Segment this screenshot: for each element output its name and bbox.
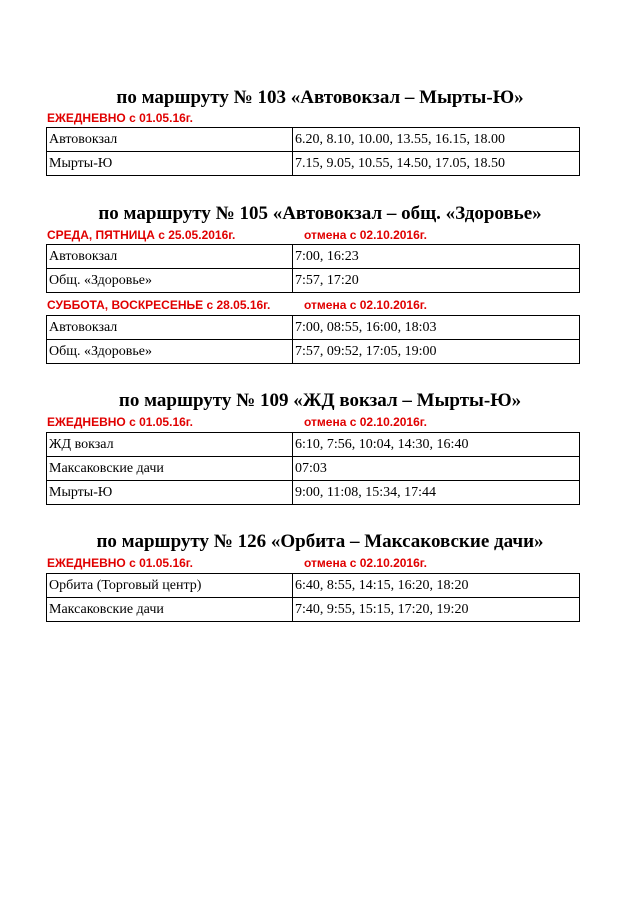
route-126-schedule-note [47,556,427,570]
stop-name: Максаковские дачи [47,457,293,481]
table-row [47,128,580,152]
table-row [47,598,580,622]
route-109-timetable [46,432,580,505]
table-row [47,152,580,176]
stop-name: Максаковские дачи [47,598,293,622]
cancellation-note: отмена с 02.10.2016г. [304,556,427,570]
route-105-weekend-timetable [46,315,580,364]
route-103-schedule-note: ЕЖЕДНЕВНО с 01.05.16г. [47,111,193,125]
stop-name: Мырты-Ю [47,152,293,176]
route-105-weekend-note [47,298,427,312]
cancellation-note: отмена с 02.10.2016г. [304,298,427,312]
cancellation-note: отмена с 02.10.2016г. [304,228,427,242]
stop-name: Мырты-Ю [47,481,293,505]
schedule-note-text: ЕЖЕДНЕВНО с 01.05.16г. [47,415,193,429]
route-103-timetable [46,127,580,176]
departure-times: 07:03 [293,457,580,481]
table-row [47,269,580,293]
cancellation-note: отмена с 02.10.2016г. [304,415,427,429]
stop-name: ЖД вокзал [47,433,293,457]
route-109-schedule-note [47,415,427,429]
departure-times: 7:57, 09:52, 17:05, 19:00 [293,340,580,364]
stop-name: Автовокзал [47,128,293,152]
departure-times: 6:10, 7:56, 10:04, 14:30, 16:40 [293,433,580,457]
stop-name: Автовокзал [47,245,293,269]
departure-times: 6:40, 8:55, 14:15, 16:20, 18:20 [293,574,580,598]
departure-times: 7:00, 16:23 [293,245,580,269]
route-105-weekday-timetable [46,244,580,293]
route-126-title: по маршруту № 126 «Орбита – Максаковские дачи» [96,531,544,552]
table-row [47,433,580,457]
stop-name: Общ. «Здоровье» [47,340,293,364]
stop-name: Общ. «Здоровье» [47,269,293,293]
schedule-note-text: СУББОТА, ВОСКРЕСЕНЬЕ с 28.05.16г. [47,298,271,312]
schedule-note-text: СРЕДА, ПЯТНИЦА с 25.05.2016г. [47,228,236,242]
departure-times: 7.15, 9.05, 10.55, 14.50, 17.05, 18.50 [293,152,580,176]
route-126-timetable [46,573,580,622]
table-row [47,340,580,364]
departure-times: 7:00, 08:55, 16:00, 18:03 [293,316,580,340]
departure-times: 7:57, 17:20 [293,269,580,293]
stop-name: Орбита (Торговый центр) [47,574,293,598]
route-105-title: по маршруту № 105 «Автовокзал – общ. «Здоровье» [98,203,542,224]
schedule-note-text: ЕЖЕДНЕВНО с 01.05.16г. [47,556,193,570]
table-row [47,574,580,598]
table-row [47,457,580,481]
table-row [47,316,580,340]
departure-times: 6.20, 8.10, 10.00, 13.55, 16.15, 18.00 [293,128,580,152]
route-103-title: по маршруту № 103 «Автовокзал – Мырты-Ю» [116,87,524,108]
stop-name: Автовокзал [47,316,293,340]
departure-times: 9:00, 11:08, 15:34, 17:44 [293,481,580,505]
table-row [47,245,580,269]
table-row [47,481,580,505]
route-109-title: по маршруту № 109 «ЖД вокзал – Мырты-Ю» [118,390,522,411]
route-105-weekday-note [47,228,427,242]
departure-times: 7:40, 9:55, 15:15, 17:20, 19:20 [293,598,580,622]
